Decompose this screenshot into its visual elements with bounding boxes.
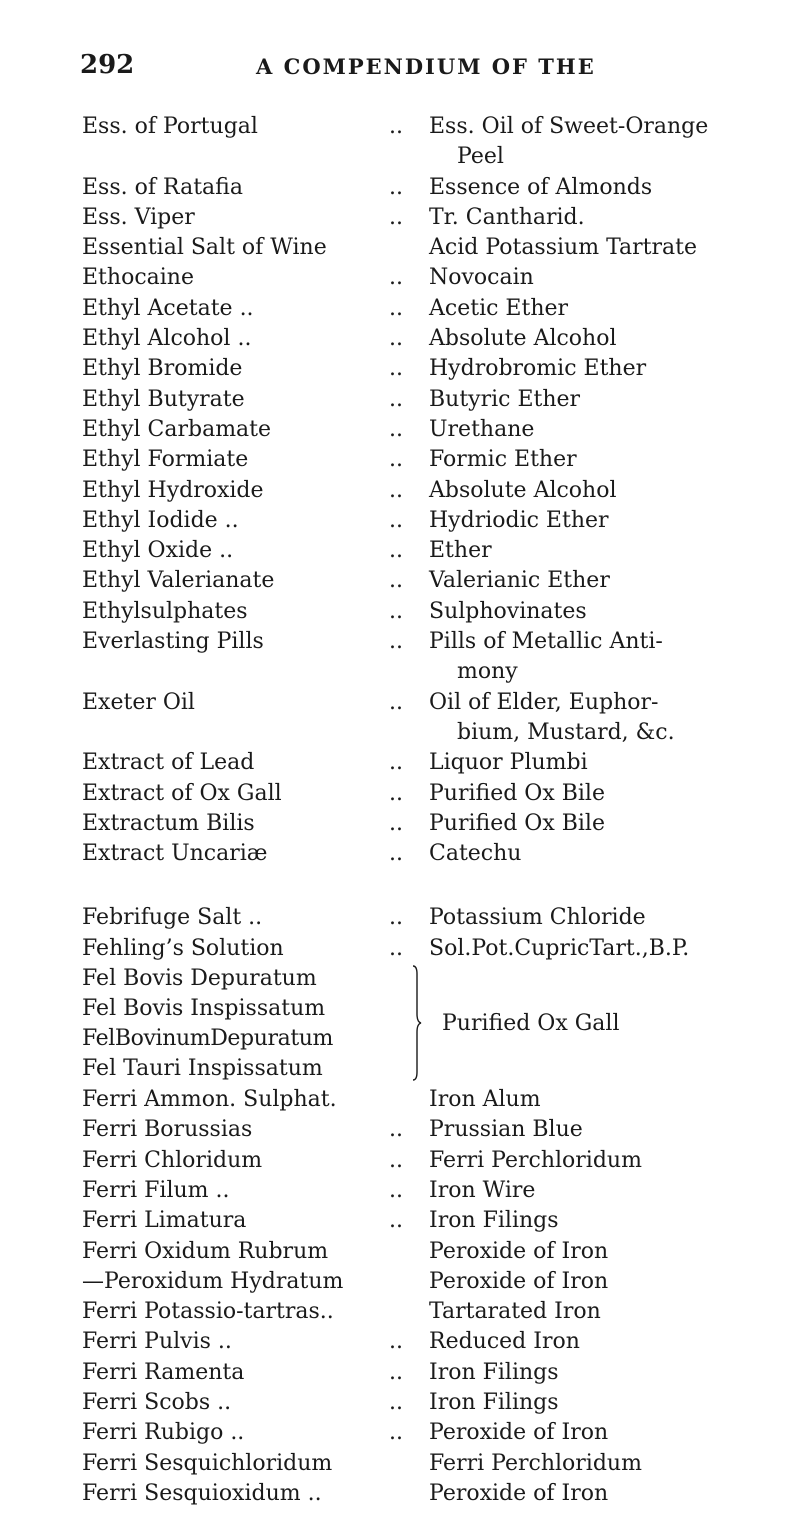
glossary-row [82, 903, 782, 933]
glossary-row [82, 1115, 782, 1145]
fel-term: FelBovinumDepuratum [82, 1026, 334, 1052]
leader-dots: .. [389, 841, 403, 867]
entry-term: Essential Salt of Wine [82, 235, 327, 261]
entry-meaning: Peroxide of Iron [429, 1420, 609, 1446]
entry-meaning: Formic Ether [429, 447, 577, 473]
entry-meaning-continued: Peel [457, 144, 504, 169]
glossary-row [82, 415, 782, 445]
entry-term: Febrifuge Salt .. [82, 905, 263, 931]
entry-meaning: Purified Ox Bile [429, 780, 605, 806]
fel-group [82, 964, 782, 1085]
entry-term: Ferri Oxidum Rubrum [82, 1238, 329, 1264]
entry-meaning: Sulphovinates [429, 598, 587, 624]
glossary-row [82, 1085, 782, 1115]
glossary-row [82, 1388, 782, 1418]
glossary-row [82, 1449, 782, 1479]
leader-dots: .. [389, 416, 403, 442]
entry-meaning: Liquor Plumbi [429, 750, 588, 776]
entry-term: Ethyl Iodide .. [82, 507, 239, 533]
glossary-row [82, 536, 782, 566]
entry-meaning: Acid Potassium Tartrate [429, 235, 698, 261]
entry-term: Fehling’s Solution [82, 935, 284, 961]
leader-dots: .. [389, 905, 403, 931]
entry-meaning: Purified Ox Bile [429, 810, 605, 836]
leader-dots: .. [389, 1389, 403, 1415]
glossary-row [82, 1176, 782, 1206]
fel-meaning: Purified Ox Gall [442, 1011, 620, 1037]
entry-term: Ferri Potassio-tartras.. [82, 1299, 334, 1325]
glossary-row [82, 1327, 782, 1357]
entry-term: Extractum Bilis [82, 810, 255, 836]
entry-term: Ethyl Alcohol .. [82, 326, 252, 352]
entries-block-b [82, 903, 782, 964]
leader-dots: .. [389, 1208, 403, 1234]
entry-meaning: Iron Alum [429, 1087, 541, 1113]
glossary-row [82, 173, 782, 203]
entry-meaning: Ether [429, 538, 492, 564]
entry-meaning-continued: bium, Mustard, &c. [457, 719, 675, 745]
entry-meaning: Absolute Alcohol [429, 477, 617, 503]
entry-term: Ferri Borussias [82, 1117, 253, 1143]
glossary-row [82, 1297, 782, 1327]
entry-term: Ferri Ammon. Sulphat. [82, 1087, 337, 1113]
entry-meaning: Hydrobromic Ether [429, 356, 647, 382]
entry-meaning: Iron Filings [429, 1359, 559, 1385]
entry-meaning: Peroxide of Iron [429, 1238, 609, 1264]
glossary-row [82, 1206, 782, 1236]
glossary-row [82, 1267, 782, 1297]
leader-dots: .. [389, 295, 403, 321]
leader-dots: .. [389, 1329, 403, 1355]
entry-meaning: Urethane [429, 416, 535, 442]
entry-meaning: Absolute Alcohol [429, 326, 617, 352]
entry-term: Ess. Viper [82, 204, 195, 230]
leader-dots: .. [389, 689, 403, 715]
entry-meaning: Essence of Almonds [429, 174, 653, 200]
entry-meaning: Hydriodic Ether [429, 507, 609, 533]
leader-dots: .. [389, 598, 403, 624]
entry-meaning: Ess. Oil of Sweet-Orange [429, 114, 709, 139]
glossary-row [82, 354, 782, 384]
entry-term: Ferri Pulvis .. [82, 1329, 232, 1355]
leader-dots: .. [389, 810, 403, 836]
glossary-row [82, 112, 782, 173]
entry-term: Ferri Filum .. [82, 1177, 230, 1203]
entry-term: Ethyl Bromide [82, 356, 243, 382]
glossary-row [82, 566, 782, 596]
glossary-row [82, 506, 782, 536]
entry-term: Ethylsulphates [82, 598, 248, 624]
glossary-row [82, 203, 782, 233]
entry-term: Ferri Sesquichloridum [82, 1450, 333, 1476]
running-title: A COMPENDIUM OF THE [256, 54, 596, 79]
entry-meaning: Pills of Metallic Anti- [429, 629, 663, 655]
leader-dots: .. [389, 629, 403, 655]
leader-dots: .. [389, 174, 403, 200]
glossary-entries [82, 112, 782, 1509]
leader-dots: .. [389, 750, 403, 776]
glossary-row [82, 748, 782, 778]
glossary-row [82, 688, 782, 749]
entry-meaning: Ferri Perchloridum [429, 1450, 642, 1476]
entry-term: Ethyl Formiate [82, 447, 249, 473]
entry-meaning: Tr. Cantharid. [429, 204, 585, 230]
entry-meaning: Oil of Elder, Euphor- [429, 689, 659, 715]
entry-term: Ethyl Acetate .. [82, 295, 254, 321]
entry-meaning: Ferri Perchloridum [429, 1147, 642, 1173]
glossary-row [82, 324, 782, 354]
leader-dots: .. [389, 1420, 403, 1446]
entry-meaning: Iron Filings [429, 1208, 559, 1234]
entry-meaning: Acetic Ether [429, 295, 569, 321]
glossary-row [82, 597, 782, 627]
entry-meaning: Sol.Pot.CupricTart.,B.P. [429, 935, 690, 961]
glossary-row [82, 1358, 782, 1388]
glossary-row [82, 1479, 782, 1509]
entry-meaning: Potassium Chloride [429, 905, 646, 931]
brace-symbol [412, 964, 422, 1082]
page-number: 292 [80, 50, 135, 80]
entry-meaning-continued: mony [457, 659, 518, 685]
leader-dots: .. [389, 780, 403, 806]
entry-term: Ethyl Hydroxide [82, 477, 264, 503]
entry-term: Ferri Chloridum [82, 1147, 263, 1173]
glossary-row [82, 385, 782, 415]
leader-dots: .. [389, 204, 403, 230]
entry-meaning: Catechu [429, 841, 522, 867]
glossary-row [82, 809, 782, 839]
entry-term: Ess. of Ratafia [82, 174, 243, 200]
entry-term: Ferri Ramenta [82, 1359, 245, 1385]
entry-meaning: Reduced Iron [429, 1329, 580, 1355]
entry-term: Extract of Ox Gall [82, 780, 282, 806]
leader-dots: .. [389, 265, 403, 291]
entry-meaning: Peroxide of Iron [429, 1480, 609, 1506]
entries-block-a [82, 112, 782, 869]
leader-dots: .. [389, 356, 403, 382]
entry-meaning: Novocain [429, 265, 534, 291]
page-header [80, 50, 760, 90]
leader-dots: .. [389, 114, 403, 139]
leader-dots: .. [389, 326, 403, 352]
entry-meaning: Tartarated Iron [429, 1299, 601, 1325]
entry-term: Ferri Sesquioxidum .. [82, 1480, 322, 1506]
leader-dots: .. [389, 1359, 403, 1385]
entry-term: Ethyl Carbamate [82, 416, 272, 442]
entry-meaning: Butyric Ether [429, 386, 581, 412]
leader-dots: .. [389, 935, 403, 961]
entry-term: Extract Uncariæ [82, 841, 268, 867]
leader-dots: .. [389, 568, 403, 594]
glossary-row [82, 294, 782, 324]
leader-dots: .. [389, 477, 403, 503]
leader-dots: .. [389, 1177, 403, 1203]
entry-term: Ethocaine [82, 265, 194, 291]
glossary-row [82, 779, 782, 809]
entry-term: Ferri Rubigo .. [82, 1420, 245, 1446]
fel-term: Fel Bovis Depuratum [82, 966, 317, 992]
entry-meaning: Valerianic Ether [429, 568, 610, 594]
glossary-row [82, 1237, 782, 1267]
glossary-row [82, 934, 782, 964]
entry-term: Everlasting Pills [82, 629, 264, 655]
entry-term: Ferri Limatura [82, 1208, 247, 1234]
leader-dots: .. [389, 507, 403, 533]
entries-block-c [82, 1085, 782, 1509]
entry-term: Ethyl Butyrate [82, 386, 245, 412]
entry-term: Ferri Scobs .. [82, 1389, 232, 1415]
fel-term: Fel Tauri Inspissatum [82, 1056, 323, 1082]
glossary-row [82, 476, 782, 506]
glossary-row [82, 233, 782, 263]
leader-dots: .. [389, 386, 403, 412]
entry-meaning: Prussian Blue [429, 1117, 583, 1143]
leader-dots: .. [389, 447, 403, 473]
entry-term: Ess. of Portugal [82, 114, 258, 139]
leader-dots: .. [389, 1117, 403, 1143]
glossary-row [82, 1146, 782, 1176]
glossary-row [82, 839, 782, 869]
entry-term: Extract of Lead [82, 750, 255, 776]
glossary-row [82, 627, 782, 688]
leader-dots: .. [389, 538, 403, 564]
glossary-row [82, 445, 782, 475]
leader-dots: .. [389, 1147, 403, 1173]
entry-meaning: Iron Filings [429, 1389, 559, 1415]
glossary-row [82, 263, 782, 293]
entry-term: Exeter Oil [82, 689, 195, 715]
entry-meaning: Peroxide of Iron [429, 1268, 609, 1294]
entry-meaning: Iron Wire [429, 1177, 536, 1203]
entry-term: —Peroxidum Hydratum [82, 1268, 344, 1294]
glossary-row [82, 1418, 782, 1448]
entry-term: Ethyl Oxide .. [82, 538, 234, 564]
fel-term: Fel Bovis Inspissatum [82, 996, 326, 1022]
entry-term: Ethyl Valerianate [82, 568, 275, 594]
